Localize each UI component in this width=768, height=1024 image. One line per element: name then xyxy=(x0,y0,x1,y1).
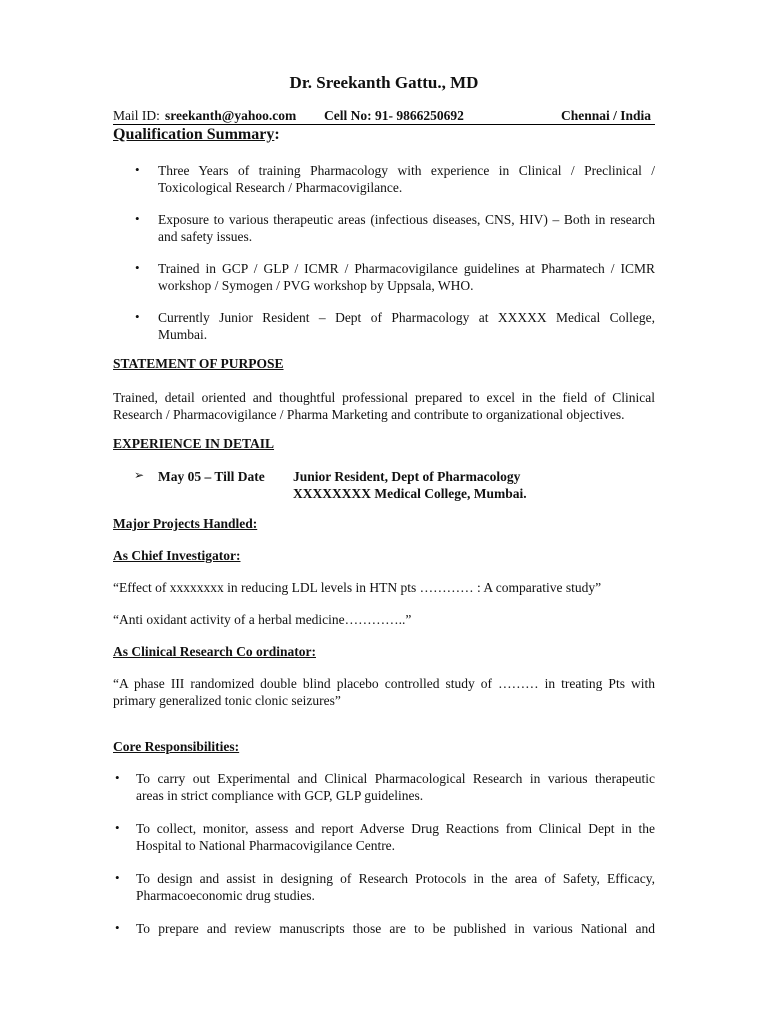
bullet-icon: • xyxy=(135,211,140,226)
coordinator-project-line1: “A phase III randomized double blind placebo controlled study of ……… in treating Pts with xyxy=(113,676,655,691)
resume-name: Dr. Sreekanth Gattu., MD xyxy=(289,73,479,92)
purpose-heading: STATEMENT OF PURPOSE xyxy=(113,356,284,371)
responsibility-line2: Hospital to National Pharmacovigilance Centre. xyxy=(136,838,396,853)
responsibility-line1: To design and assist in designing of Research Protocols in the area of Safety, Efficacy, xyxy=(136,871,655,886)
bullet-icon: • xyxy=(135,162,140,177)
experience-institution: XXXXXXXX Medical College, Mumbai. xyxy=(293,486,527,501)
bullet-icon: • xyxy=(115,770,120,785)
qualification-item-line2: Toxicological Research / Pharmacovigilance. xyxy=(158,180,403,195)
qualification-item-line1: Currently Junior Resident – Dept of Pharmacology at XXXXX Medical College, xyxy=(158,310,655,325)
bullet-icon: • xyxy=(135,260,140,275)
mail-label: Mail ID: xyxy=(113,108,160,123)
purpose-line2: Research / Pharmacovigilance / Pharma Marketing and contribute to organizational objectives. xyxy=(113,407,625,422)
contact-line xyxy=(113,108,655,125)
chief-project-item: “Anti oxidant activity of a herbal medicine…………..” xyxy=(113,612,412,627)
experience-role: Junior Resident, Dept of Pharmacology xyxy=(293,469,521,484)
responsibility-line1: To carry out Experimental and Clinical Pharmacological Research in various therapeutic xyxy=(136,771,655,786)
mail-value: sreekanth@yahoo.com xyxy=(165,108,297,123)
responsibility-line1: To prepare and review manuscripts those are to be published in various National and xyxy=(136,921,655,936)
qualification-item-line2: and safety issues. xyxy=(158,229,253,244)
qualification-heading xyxy=(113,126,280,144)
responsibility-line1: To collect, monitor, assess and report Adverse Drug Reactions from Clinical Dept in the xyxy=(136,821,655,836)
responsibilities-heading: Core Responsibilities: xyxy=(113,739,240,754)
responsibility-line2: Pharmacoeconomic drug studies. xyxy=(136,888,315,903)
chief-project-item: “Effect of xxxxxxxx in reducing LDL levels in HTN pts ………… : A comparative study” xyxy=(113,580,602,595)
bullet-icon: • xyxy=(115,920,120,935)
chief-investigator-heading: As Chief Investigator: xyxy=(113,548,241,563)
qualification-heading-colon: : xyxy=(274,126,280,143)
purpose-line1: Trained, detail oriented and thoughtful professional prepared to excel in the field of Clinical xyxy=(113,390,655,405)
qualification-item-line2: Mumbai. xyxy=(158,327,208,342)
qualification-heading-text: Qualification Summary xyxy=(113,126,275,143)
arrow-bullet-icon: ➢ xyxy=(134,468,145,482)
qualification-item-line1: Exposure to various therapeutic areas (infectious diseases, CNS, HIV) – Both in research xyxy=(158,212,655,227)
coordinator-heading: As Clinical Research Co ordinator: xyxy=(113,644,316,659)
responsibility-line2: areas in strict compliance with GCP, GLP guidelines. xyxy=(136,788,424,803)
qualification-item-line1: Trained in GCP / GLP / ICMR / Pharmacovigilance guidelines at Pharmatech / ICMR xyxy=(158,261,655,276)
experience-period: May 05 – Till Date xyxy=(158,469,265,484)
bullet-icon: • xyxy=(135,309,140,324)
projects-heading: Major Projects Handled: xyxy=(113,516,258,531)
qualification-item-line1: Three Years of training Pharmacology with experience in Clinical / Preclinical / xyxy=(158,163,655,178)
cell-number: Cell No: 91- 9866250692 xyxy=(324,108,464,123)
bullet-icon: • xyxy=(115,820,120,835)
qualification-item-line2: workshop / Symogen / PVG workshop by Uppsala, WHO. xyxy=(158,278,474,293)
coordinator-project-line2: primary generalized tonic clonic seizures” xyxy=(113,693,341,708)
location: Chennai / India xyxy=(561,108,652,123)
experience-heading: EXPERIENCE IN DETAIL xyxy=(113,436,275,451)
bullet-icon: • xyxy=(115,870,120,885)
